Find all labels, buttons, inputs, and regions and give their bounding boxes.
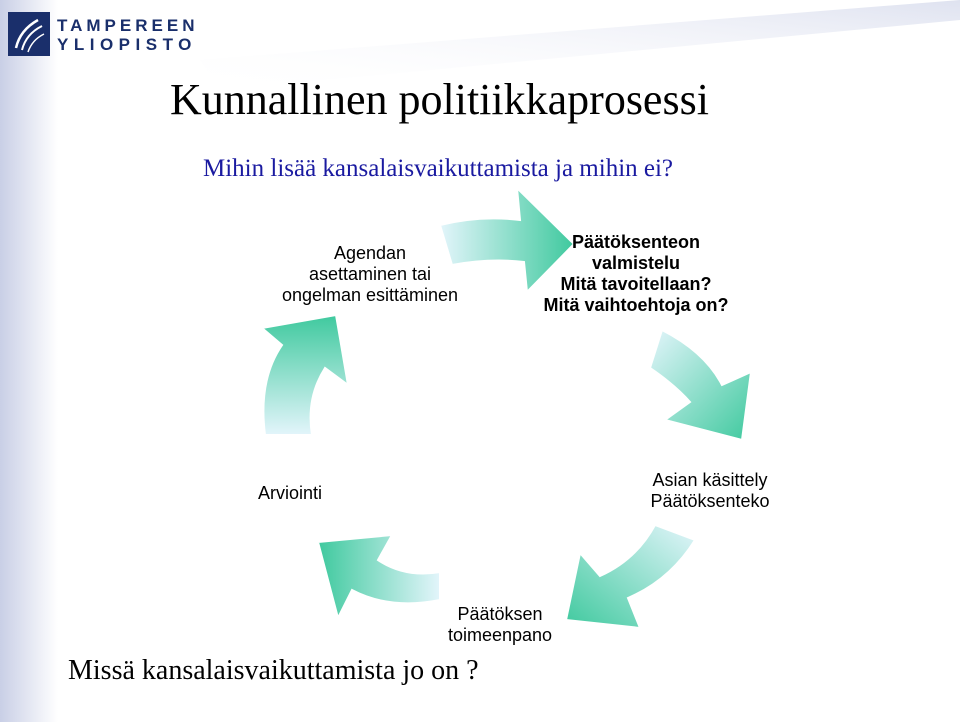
stage-prep-line-4: Mitä vaihtoehtoja on? [543, 295, 729, 315]
stage-decision-preparation [516, 232, 756, 316]
stage-prep-line-1: Päätöksenteon [571, 232, 701, 252]
stage-agenda-setting [250, 243, 490, 306]
logo-line-1: TAMPEREEN [57, 16, 199, 35]
stage-evaluation [235, 483, 345, 504]
stage-case-handling [620, 470, 800, 512]
arrow-prep-to-handling [650, 330, 751, 440]
stage-handling-line-2: Päätöksenteko [650, 491, 770, 511]
stage-prep-line-2: valmistelu [591, 253, 681, 273]
stage-agenda-line-3: ongelman esittäminen [281, 285, 459, 305]
arrow-eval-to-agenda [262, 315, 348, 435]
slide-subtitle: Mihin lisää kansalaisvaikuttamista ja mihin ei? [203, 155, 674, 182]
stage-agenda-line-1: Agendan [333, 243, 407, 263]
stage-agenda-line-2: asettaminen tai [308, 264, 432, 284]
stage-impl-line-2: toimeenpano [447, 625, 553, 645]
stage-handling-line-1: Asian käsittely [652, 470, 768, 490]
stage-eval-line-1: Arviointi [257, 483, 323, 503]
logo-line-2: YLIOPISTO [57, 35, 197, 54]
stage-implementation [430, 604, 570, 646]
stage-impl-line-1: Päätöksen [457, 604, 543, 624]
stage-prep-line-3: Mitä tavoitellaan? [560, 274, 712, 294]
arrow-impl-to-eval [318, 535, 440, 618]
arrow-handling-to-impl [566, 525, 695, 628]
slide-title: Kunnallinen politiikkaprosessi [170, 75, 709, 124]
footer-question: Missä kansalaisvaikuttamista jo on ? [68, 655, 479, 686]
